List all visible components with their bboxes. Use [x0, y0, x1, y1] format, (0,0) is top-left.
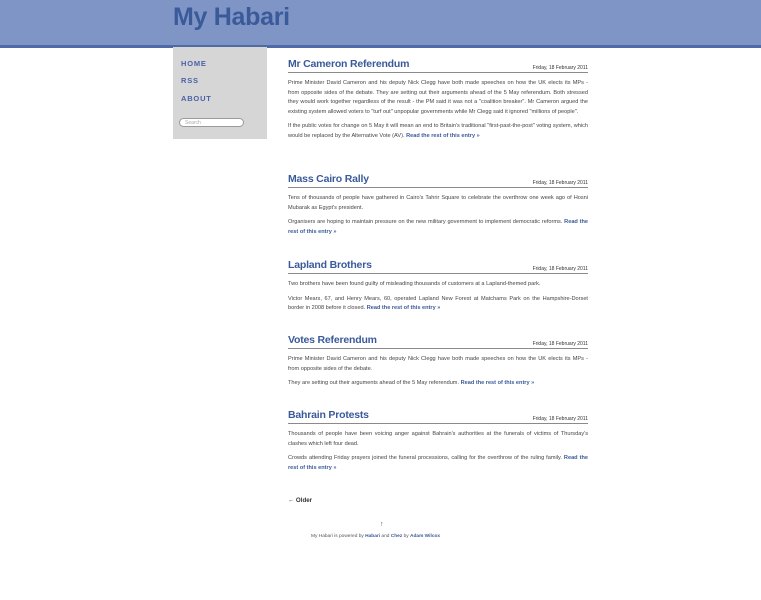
read-more-link[interactable]: Read the rest of this entry » — [406, 132, 480, 139]
post-paragraph-last — [288, 218, 588, 237]
read-more-link[interactable]: Read the rest of this entry » — [288, 455, 588, 471]
read-more-link[interactable]: Read the rest of this entry » — [288, 219, 589, 235]
post-paragraph: Prime Minister David Cameron and his deputy Nick Clegg have both made speeches on how the UK elects its MPs - from opposite sides of the debate. — [288, 356, 588, 372]
back-to-top-icon[interactable]: ↑ — [380, 521, 384, 528]
post-header — [288, 409, 588, 424]
search-input[interactable] — [179, 118, 244, 127]
post-date: Friday, 18 February 2011 — [532, 180, 588, 186]
post — [288, 409, 588, 473]
post-paragraph-last — [288, 454, 588, 473]
older-posts-link[interactable]: ← Older — [288, 497, 313, 504]
post-title[interactable]: Lapland Brothers — [288, 259, 372, 271]
post-paragraph: Prime Minister David Cameron and his deputy Nick Clegg have both made speeches on how the UK elects its MPs - from opposite sides of the debate. They are setting out their arguments ahead of the 5 May referendum. Both stressed they would work together regardless of the result - the PM said it was not a "coalition breaker". Mr Cameron argued the existing system allowed voters to "turf out" unpopular governments while Mr Clegg said it ignored "millions of people". — [288, 80, 588, 115]
footer — [311, 534, 440, 539]
post-paragraph-last — [288, 122, 588, 141]
post-paragraph-text: Victor Mears, 67, and Henry Mears, 60, operated Lapland New Forest at Matchams Park on the Hampshire-Dorset border in 2008 before it closed. — [288, 295, 588, 311]
nav-item-home[interactable]: HOME — [181, 59, 207, 68]
post-paragraph-text: Crowds attending Friday prayers joined the funeral processions, calling for the overthrow of the ruling family. — [288, 455, 562, 461]
post-date: Friday, 18 February 2011 — [532, 266, 588, 272]
post-header — [288, 334, 588, 349]
site-title[interactable]: My Habari — [173, 3, 290, 31]
footer-text: and — [381, 534, 390, 539]
post-paragraph: Tens of thousands of people have gathered in Cairo's Tahrir Square to celebrate the overthrow one week ago of Hosni Mubarak as Egypt's president. — [288, 195, 588, 211]
post-date: Friday, 18 February 2011 — [532, 416, 588, 422]
site-header — [0, 0, 761, 48]
post-header — [288, 259, 588, 274]
post-title[interactable]: Bahrain Protests — [288, 409, 369, 421]
post — [288, 58, 588, 141]
post-paragraph: Thousands of people have been voicing anger against Bahrain's authorities at the funerals of victims of Thursday's clashes which left four dead. — [288, 431, 588, 447]
footer-text: by — [403, 534, 409, 539]
post-paragraph-text: They are setting out their arguments ahead of the 5 May referendum. — [288, 380, 460, 386]
post-header — [288, 58, 588, 73]
post-title[interactable]: Mr Cameron Referendum — [288, 58, 410, 70]
post-paragraph-text: Organisers are hoping to maintain pressure on the new military government to implement democratic reforms. — [288, 219, 563, 225]
post — [288, 334, 588, 389]
post — [288, 259, 588, 314]
author-link[interactable]: Adam Wilcox — [410, 534, 441, 539]
post-title[interactable]: Mass Cairo Rally — [288, 173, 369, 185]
read-more-link[interactable]: Read the rest of this entry » — [366, 305, 441, 311]
nav-item-about[interactable]: ABOUT — [181, 94, 212, 103]
post-paragraph-last — [288, 379, 588, 389]
read-more-link[interactable]: Read the rest of this entry » — [460, 380, 535, 386]
post-paragraph: Two brothers have been found guilty of misleading thousands of customers at a Lapland-themed park. — [288, 281, 541, 287]
chez-link[interactable]: Chez — [390, 534, 403, 539]
habari-link[interactable]: Habari — [365, 534, 381, 539]
post-paragraph-text: If the public votes for change on 5 May it will mean an end to Britain's traditional "first-past-the-post" voting system, which would be replaced by the Alternative Vote (AV). — [288, 123, 588, 139]
sidebar — [173, 47, 267, 139]
footer-text: My Habari is powered by — [311, 534, 364, 539]
post-date: Friday, 18 February 2011 — [532, 341, 588, 347]
nav-item-rss[interactable]: RSS — [181, 76, 199, 85]
post-paragraph-last — [288, 295, 588, 314]
post-title[interactable]: Votes Referendum — [288, 334, 377, 346]
post — [288, 173, 588, 237]
post-header — [288, 173, 588, 188]
post-date: Friday, 18 February 2011 — [532, 65, 588, 71]
